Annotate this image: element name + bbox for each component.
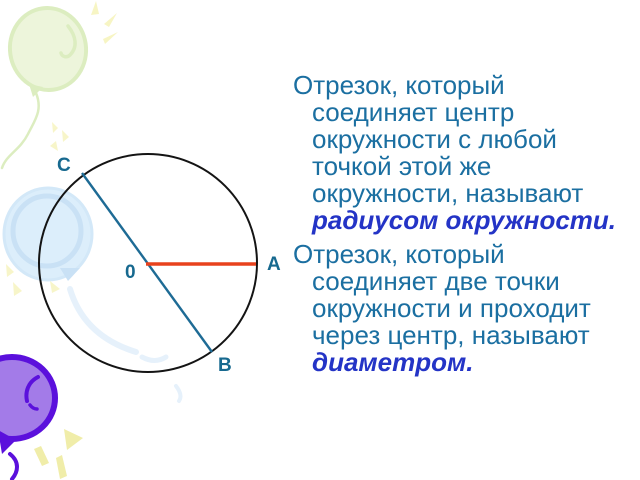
text-line: точкой этой же [312,151,492,181]
text-line: окружности, называют [312,178,584,208]
diameter-term: диаметром. [312,347,474,377]
text-line [312,207,640,234]
diameter-definition-paragraph [293,241,640,376]
text-line: окружности с любой [312,124,557,154]
center-label-o: 0 [125,262,136,283]
point-label-a: A [267,254,281,275]
radius-definition-paragraph [293,72,640,234]
text-line: Отрезок, который [293,70,505,100]
point-label-b: B [218,355,232,376]
point-label-c: C [57,155,71,176]
text-line: через центр, называют [312,320,590,350]
definitions-text [293,72,640,383]
radius-term: радиусом окружности. [312,205,617,235]
text-line: соединяет две точки [312,266,560,296]
text-line: Отрезок, который [293,239,505,269]
text-line [312,349,640,376]
text-line: соединяет центр [312,97,515,127]
text-line: окружности и проходит [312,293,591,323]
